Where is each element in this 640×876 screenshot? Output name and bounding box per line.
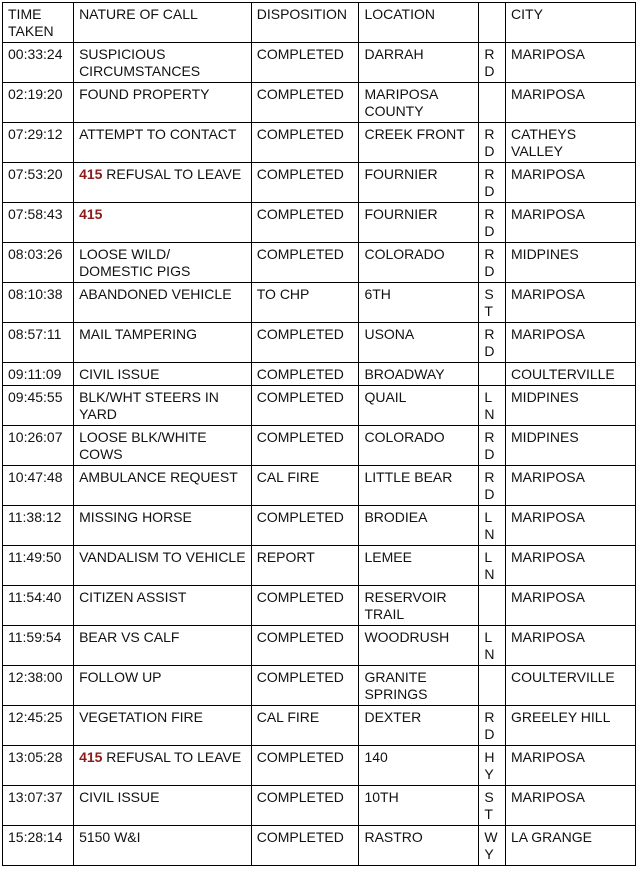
table-row [3,546,636,586]
cell-city: MARIPOSA [506,43,636,83]
cell-city: MARIPOSA [506,626,636,666]
cell-city: CATHEYS VALLEY [506,123,636,163]
call-description: ABANDONED VEHICLE [79,286,232,302]
cell-city: MARIPOSA [506,163,636,203]
cell-location: MARIPOSA COUNTY [359,83,479,123]
call-description: CIVIL ISSUE [79,366,160,382]
cell-disposition: REPORT [251,546,359,586]
cell-disposition: COMPLETED [251,666,359,706]
cell-nature-of-call [74,546,252,586]
cell-disposition: COMPLETED [251,123,359,163]
cell-location: LITTLE BEAR [359,466,479,506]
cell-city: GREELEY HILL [506,706,636,746]
cell-location: GRANITE SPRINGS [359,666,479,706]
cell-city: MARIPOSA [506,283,636,323]
call-description: LOOSE WILD/ DOMESTIC PIGS [79,246,191,279]
cell-time-taken: 12:45:25 [3,706,74,746]
cell-nature-of-call [74,826,252,866]
cell-location: RESERVOIR TRAIL [359,586,479,626]
cell-time-taken: 09:45:55 [3,386,74,426]
cell-time-taken: 07:29:12 [3,123,74,163]
call-description: CITIZEN ASSIST [79,589,187,605]
header-row [3,3,636,43]
cell-disposition: COMPLETED [251,203,359,243]
cell-nature-of-call [74,203,252,243]
table-row [3,666,636,706]
cell-location: 10TH [359,786,479,826]
cell-street-suffix: LN [479,546,506,586]
cell-nature-of-call [74,363,252,386]
cell-city: MARIPOSA [506,83,636,123]
cell-street-suffix: RD [479,706,506,746]
cell-street-suffix: RD [479,243,506,283]
table-row [3,363,636,386]
cell-location: RASTRO [359,826,479,866]
call-description: BEAR VS CALF [79,629,180,645]
table-row [3,83,636,123]
cell-nature-of-call [74,43,252,83]
cell-time-taken: 02:19:20 [3,83,74,123]
call-description: CIVIL ISSUE [79,789,160,805]
cell-time-taken: 08:10:38 [3,283,74,323]
call-description: ATTEMPT TO CONTACT [79,126,237,142]
cell-street-suffix [479,363,506,386]
cell-street-suffix: RD [479,466,506,506]
cell-location: WOODRUSH [359,626,479,666]
cell-street-suffix: HY [479,746,506,786]
table-row [3,243,636,283]
header-disposition: DISPOSITION [251,3,359,43]
cell-city: LA GRANGE [506,826,636,866]
cell-street-suffix: ST [479,283,506,323]
cell-location: 140 [359,746,479,786]
cell-disposition: COMPLETED [251,506,359,546]
table-row [3,706,636,746]
cell-nature-of-call [74,586,252,626]
cell-nature-of-call [74,626,252,666]
cell-nature-of-call [74,746,252,786]
cell-city: MARIPOSA [506,746,636,786]
cell-street-suffix [479,83,506,123]
cell-city: MARIPOSA [506,466,636,506]
cell-street-suffix: LN [479,506,506,546]
cell-time-taken: 11:49:50 [3,546,74,586]
call-description: SUSPICIOUS CIRCUMSTANCES [79,46,201,79]
cell-city: MIDPINES [506,386,636,426]
cell-city: MARIPOSA [506,546,636,586]
header-time-taken: TIME TAKEN [3,3,74,43]
cell-location: FOURNIER [359,203,479,243]
call-description: REFUSAL TO LEAVE [102,166,242,182]
cell-street-suffix: LN [479,386,506,426]
cell-disposition: COMPLETED [251,426,359,466]
cell-location: DEXTER [359,706,479,746]
cell-nature-of-call [74,666,252,706]
table-row [3,283,636,323]
cell-disposition: COMPLETED [251,826,359,866]
call-description: MAIL TAMPERING [79,326,198,342]
call-description: LOOSE BLK/WHITE COWS [79,429,211,462]
table-row [3,163,636,203]
table-row [3,626,636,666]
cell-city: COULTERVILLE [506,666,636,706]
cell-city: MARIPOSA [506,786,636,826]
cell-street-suffix [479,586,506,626]
cell-time-taken: 11:38:12 [3,506,74,546]
cell-location: DARRAH [359,43,479,83]
table-row [3,426,636,466]
cell-street-suffix: RD [479,163,506,203]
table-row [3,203,636,243]
cell-nature-of-call [74,323,252,363]
call-description: REFUSAL TO LEAVE [102,749,242,765]
cell-nature-of-call [74,706,252,746]
cell-time-taken: 10:47:48 [3,466,74,506]
table-row [3,386,636,426]
call-code: 415 [79,749,103,765]
table-row [3,466,636,506]
cell-location: USONA [359,323,479,363]
cell-disposition: COMPLETED [251,626,359,666]
cell-street-suffix: RD [479,123,506,163]
cell-time-taken: 13:07:37 [3,786,74,826]
call-description: MISSING HORSE [79,509,192,525]
cell-time-taken: 11:59:54 [3,626,74,666]
table-row [3,323,636,363]
cell-nature-of-call [74,283,252,323]
table-row [3,586,636,626]
cell-city: MARIPOSA [506,586,636,626]
call-description: VEGETATION FIRE [79,709,203,725]
cell-disposition: COMPLETED [251,323,359,363]
header-location: LOCATION [359,3,479,43]
cell-time-taken: 10:26:07 [3,426,74,466]
call-log-table [2,2,636,866]
table-row [3,43,636,83]
header-nature-of-call: NATURE OF CALL [74,3,252,43]
cell-nature-of-call [74,163,252,203]
cell-street-suffix: ST [479,786,506,826]
cell-location: CREEK FRONT [359,123,479,163]
cell-disposition: COMPLETED [251,746,359,786]
table-row [3,506,636,546]
table-body [3,43,636,866]
header-city: CITY [506,3,636,43]
table-row [3,826,636,866]
cell-time-taken: 13:05:28 [3,746,74,786]
cell-disposition: COMPLETED [251,243,359,283]
cell-nature-of-call [74,506,252,546]
cell-city: MARIPOSA [506,203,636,243]
cell-disposition: COMPLETED [251,163,359,203]
cell-time-taken: 07:53:20 [3,163,74,203]
call-description: 5150 W&I [79,829,141,845]
cell-location: QUAIL [359,386,479,426]
cell-disposition: COMPLETED [251,363,359,386]
cell-nature-of-call [74,83,252,123]
cell-location: LEMEE [359,546,479,586]
cell-disposition: COMPLETED [251,386,359,426]
cell-street-suffix: RD [479,323,506,363]
table-row [3,786,636,826]
cell-street-suffix: RD [479,203,506,243]
call-code: 415 [79,166,103,182]
cell-city: COULTERVILLE [506,363,636,386]
cell-nature-of-call [74,386,252,426]
cell-location: FOURNIER [359,163,479,203]
cell-disposition: COMPLETED [251,43,359,83]
cell-disposition: CAL FIRE [251,706,359,746]
cell-location: COLORADO [359,426,479,466]
cell-city: MIDPINES [506,426,636,466]
cell-disposition: COMPLETED [251,786,359,826]
cell-street-suffix: RD [479,426,506,466]
cell-time-taken: 07:58:43 [3,203,74,243]
cell-street-suffix [479,666,506,706]
cell-time-taken: 09:11:09 [3,363,74,386]
call-description: BLK/WHT STEERS IN YARD [79,389,223,422]
cell-disposition: COMPLETED [251,586,359,626]
cell-nature-of-call [74,123,252,163]
cell-location: 6TH [359,283,479,323]
cell-street-suffix: WY [479,826,506,866]
cell-street-suffix: RD [479,43,506,83]
call-description: FOLLOW UP [79,669,162,685]
table-row [3,123,636,163]
cell-city: MIDPINES [506,243,636,283]
table-row [3,746,636,786]
call-description: AMBULANCE REQUEST [79,469,238,485]
cell-disposition: COMPLETED [251,83,359,123]
cell-time-taken: 08:03:26 [3,243,74,283]
cell-time-taken: 12:38:00 [3,666,74,706]
cell-nature-of-call [74,426,252,466]
cell-city: MARIPOSA [506,506,636,546]
cell-disposition: CAL FIRE [251,466,359,506]
cell-nature-of-call [74,786,252,826]
cell-location: BROADWAY [359,363,479,386]
cell-location: BRODIEA [359,506,479,546]
cell-time-taken: 11:54:40 [3,586,74,626]
cell-time-taken: 00:33:24 [3,43,74,83]
cell-street-suffix: LN [479,626,506,666]
cell-nature-of-call [74,243,252,283]
cell-time-taken: 15:28:14 [3,826,74,866]
cell-time-taken: 08:57:11 [3,323,74,363]
cell-disposition: TO CHP [251,283,359,323]
call-description: FOUND PROPERTY [79,86,210,102]
cell-nature-of-call [74,466,252,506]
cell-location: COLORADO [359,243,479,283]
call-code: 415 [79,206,103,222]
header-suffix [479,3,506,43]
call-description: VANDALISM TO VEHICLE [79,549,246,565]
cell-city: MARIPOSA [506,323,636,363]
